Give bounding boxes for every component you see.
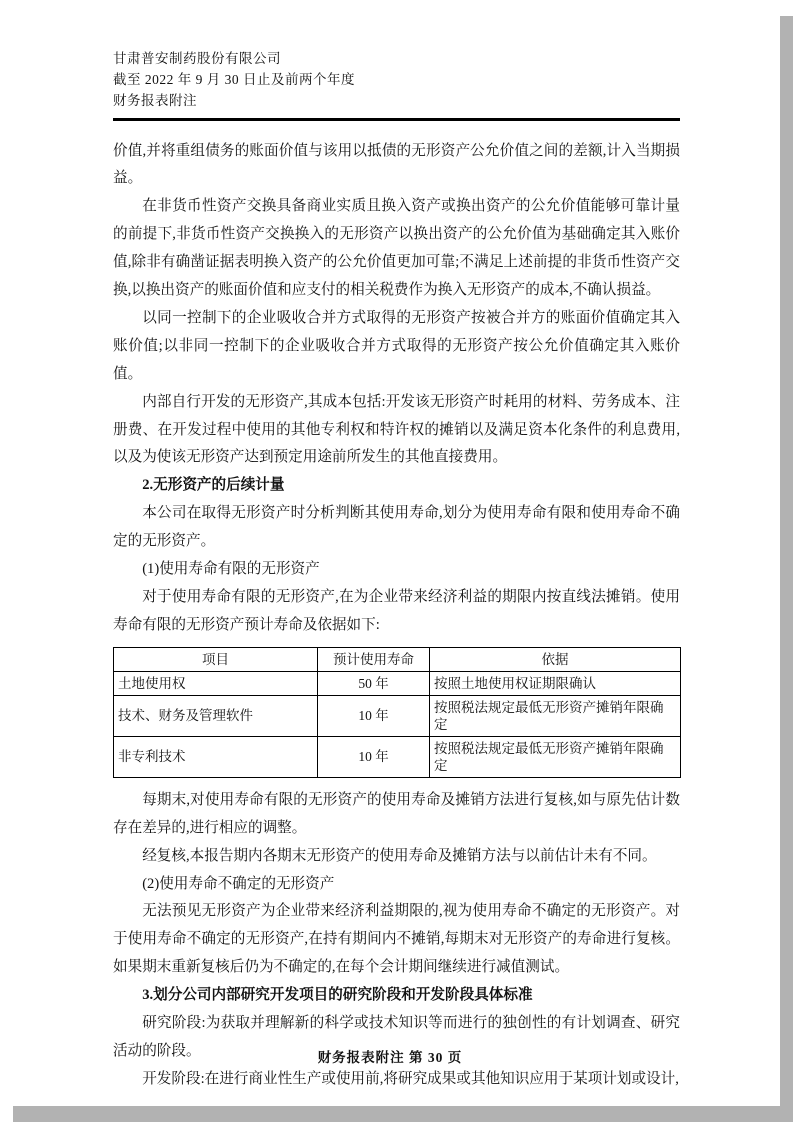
table-header-cell: 预计使用寿命 — [318, 647, 430, 671]
paragraph: 在非货币性资产交换具备商业实质且换入资产或换出资产的公允价值能够可靠计量的前提下,非货币性资产交换换入的无形资产以换出资产的公允价值为基础确定其入账价值,除非有确凿证据表明换入资产的公允价值更加可靠;不满足上述前提的非货币性资产交换,以换出资产的账面价值和应支付的相关税费作为换入无形资产的成本,不确认损益。 — [113, 198, 680, 299]
table-cell: 土地使用权 — [114, 671, 318, 695]
table-header-row — [114, 647, 681, 671]
useful-life-table — [113, 647, 681, 778]
table-cell: 按照税法规定最低无形资产摊销年限确定 — [430, 736, 681, 777]
table-row — [114, 671, 681, 695]
document-body — [113, 138, 680, 1094]
section-heading: 3.划分公司内部研究开发项目的研究阶段和开发阶段具体标准 — [142, 987, 533, 1004]
paragraph: 经复核,本报告期内各期末无形资产的使用寿命及摊销方法与以前估计未有不同。 — [142, 847, 657, 864]
header-document-title: 财务报表附注 — [113, 93, 197, 108]
paragraph: (2)使用寿命不确定的无形资产 — [142, 875, 335, 892]
header-company-name: 甘肃普安制药股份有限公司 — [113, 51, 281, 66]
table-cell: 按照土地使用权证期限确认 — [430, 671, 681, 695]
paragraph: 价值,并将重组债务的账面价值与该用以抵债的无形资产公允价值之间的差额,计入当期损益。 — [113, 142, 680, 187]
table-row — [114, 736, 681, 777]
paragraph: 研究阶段:为获取并理解新的科学或技术知识等而进行的独创性的有计划调查、研究活动的阶段。 — [113, 1015, 680, 1059]
document-footer — [0, 1046, 780, 1066]
paragraph: 无法预见无形资产为企业带来经济利益期限的,视为使用寿命不确定的无形资产。对于使用寿命不确定的无形资产,在持有期间内不摊销,每期末对无形资产的寿命进行复核。如果期末重新复核后仍为不确定的,在每个会计期间继续进行减值测试。 — [113, 903, 680, 976]
paragraph: 每期末,对使用寿命有限的无形资产的使用寿命及摊销方法进行复核,如与原先估计数存在差异的,进行相应的调整。 — [113, 791, 680, 836]
table-body — [114, 671, 681, 777]
paragraph: 本公司在取得无形资产时分析判断其使用寿命,划分为使用寿命有限和使用寿命不确定的无形资产。 — [113, 505, 680, 550]
document-header — [113, 48, 680, 121]
table-cell: 10 年 — [318, 695, 430, 736]
table-cell: 10 年 — [318, 736, 430, 777]
table-header-cell: 项目 — [114, 647, 318, 671]
table-header-cell: 依据 — [430, 647, 681, 671]
paragraph: 对于使用寿命有限的无形资产,在为企业带来经济利益的期限内按直线法摊销。使用寿命有限的无形资产预计寿命及依据如下: — [113, 589, 680, 633]
paragraph: (1)使用寿命有限的无形资产 — [142, 561, 320, 578]
footer-page-label: 财务报表附注 第 30 页 — [317, 1050, 463, 1065]
paragraph: 开发阶段:在进行商业性生产或使用前,将研究成果或其他知识应用于某项计划或设计, — [142, 1070, 679, 1087]
table-cell: 技术、财务及管理软件 — [114, 695, 318, 736]
table-cell: 非专利技术 — [114, 736, 318, 777]
table-cell: 按照税法规定最低无形资产摊销年限确定 — [430, 695, 681, 736]
text-block-before-table — [113, 138, 680, 640]
header-report-period: 截至 2022 年 9 月 30 日止及前两个年度 — [113, 72, 355, 87]
table-row — [114, 695, 681, 736]
paragraph: 内部自行开发的无形资产,其成本包括:开发该无形资产时耗用的材料、劳务成本、注册费、在开发过程中使用的其他专利权和特许权的摊销以及满足资本化条件的利息费用,以及为使该无形资产达到预定用途前所发生的其他直接费用。 — [113, 393, 680, 466]
header-divider-rule — [113, 118, 680, 121]
section-heading: 2.无形资产的后续计量 — [142, 477, 285, 494]
paragraph: 以同一控制下的企业吸收合并方式取得的无形资产按被合并方的账面价值确定其入账价值;以非同一控制下的企业吸收合并方式取得的无形资产按公允价值确定其入账价值。 — [113, 309, 680, 382]
table-cell: 50 年 — [318, 671, 430, 695]
